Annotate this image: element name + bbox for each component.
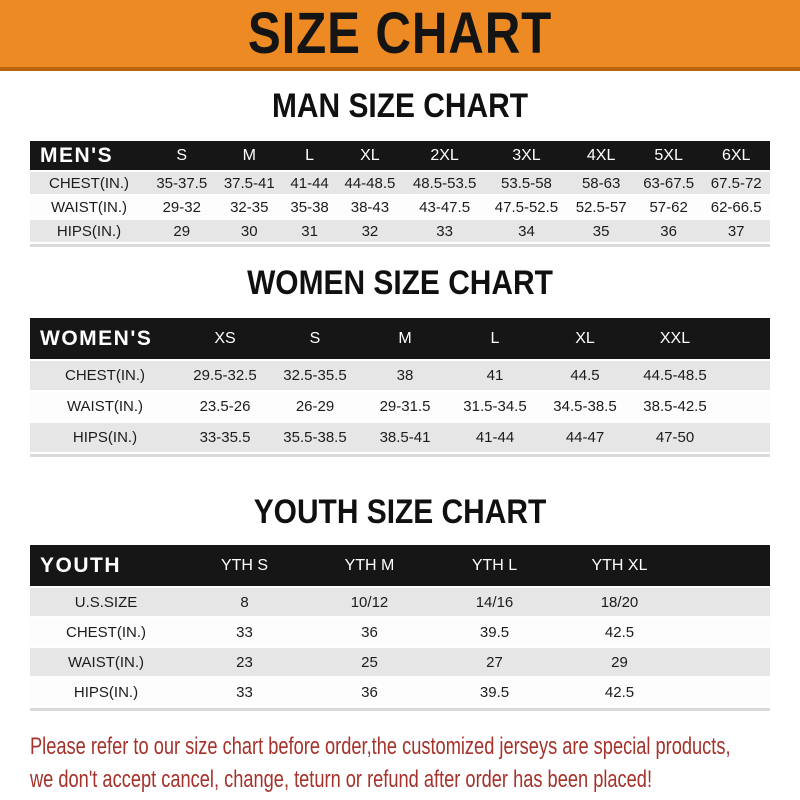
- youth-size-table: [30, 545, 770, 711]
- column-header: XS: [180, 318, 270, 361]
- size-cell: 29: [557, 648, 682, 678]
- column-header: 6XL: [702, 141, 770, 172]
- size-cell: 39.5: [432, 678, 557, 708]
- size-cell: 53.5-58: [486, 172, 568, 196]
- size-cell: 27: [432, 648, 557, 678]
- row-label: WAIST(IN.): [30, 392, 180, 423]
- size-cell: 29.5-32.5: [180, 361, 270, 392]
- size-cell: 41-44: [283, 172, 336, 196]
- table-row: [30, 196, 770, 220]
- column-header: L: [450, 318, 540, 361]
- size-cell: 41-44: [450, 423, 540, 454]
- header-row: [30, 318, 770, 361]
- size-cell: 29: [148, 220, 216, 244]
- row-label: HIPS(IN.): [30, 678, 182, 708]
- size-cell: 31.5-34.5: [450, 392, 540, 423]
- table-corner-label: MEN'S: [30, 141, 148, 172]
- size-cell: 29-32: [148, 196, 216, 220]
- table-row: [30, 618, 770, 648]
- column-header: YTH L: [432, 545, 557, 588]
- row-filler-cell: [682, 648, 770, 678]
- column-header: YTH S: [182, 545, 307, 588]
- column-header: M: [216, 141, 284, 172]
- table-row: [30, 678, 770, 708]
- column-header: M: [360, 318, 450, 361]
- header-filler-cell: [682, 545, 770, 588]
- column-header: XL: [540, 318, 630, 361]
- size-cell: 23.5-26: [180, 392, 270, 423]
- table-row: [30, 361, 770, 392]
- row-label: CHEST(IN.): [30, 172, 148, 196]
- size-cell: 38.5-42.5: [630, 392, 720, 423]
- women-size-chart-section: [0, 265, 800, 457]
- column-header: 3XL: [486, 141, 568, 172]
- size-cell: 37.5-41: [216, 172, 284, 196]
- size-cell: 36: [307, 678, 432, 708]
- size-cell: 33-35.5: [180, 423, 270, 454]
- size-cell: 47-50: [630, 423, 720, 454]
- size-cell: 35-38: [283, 196, 336, 220]
- size-cell: 58-63: [567, 172, 635, 196]
- banner-title: SIZE CHART: [247, 1, 553, 66]
- row-label: U.S.SIZE: [30, 588, 182, 618]
- order-policy-note: [30, 730, 731, 796]
- size-cell: 10/12: [307, 588, 432, 618]
- size-cell: 35: [567, 220, 635, 244]
- women-section-heading: WOMEN SIZE CHART: [247, 264, 553, 302]
- size-cell: 35.5-38.5: [270, 423, 360, 454]
- size-cell: 44-47: [540, 423, 630, 454]
- women-size-table: [30, 318, 770, 457]
- size-cell: 8: [182, 588, 307, 618]
- column-header: YTH XL: [557, 545, 682, 588]
- size-cell: 52.5-57: [567, 196, 635, 220]
- size-cell: 42.5: [557, 618, 682, 648]
- row-filler-cell: [682, 588, 770, 618]
- row-label: HIPS(IN.): [30, 220, 148, 244]
- column-header: S: [270, 318, 360, 361]
- row-label: CHEST(IN.): [30, 361, 180, 392]
- size-cell: 44.5-48.5: [630, 361, 720, 392]
- size-cell: 48.5-53.5: [404, 172, 486, 196]
- column-header: L: [283, 141, 336, 172]
- row-filler-cell: [720, 423, 770, 454]
- size-cell: 63-67.5: [635, 172, 703, 196]
- size-cell: 32: [336, 220, 404, 244]
- size-cell: 36: [307, 618, 432, 648]
- size-cell: 31: [283, 220, 336, 244]
- row-filler-cell: [720, 392, 770, 423]
- size-cell: 39.5: [432, 618, 557, 648]
- size-cell: 34.5-38.5: [540, 392, 630, 423]
- size-cell: 57-62: [635, 196, 703, 220]
- man-size-chart-section: [0, 88, 800, 247]
- size-cell: 18/20: [557, 588, 682, 618]
- row-filler-cell: [682, 618, 770, 648]
- size-cell: 62-66.5: [702, 196, 770, 220]
- size-cell: 47.5-52.5: [486, 196, 568, 220]
- size-cell: 37: [702, 220, 770, 244]
- table-corner-label: WOMEN'S: [30, 318, 180, 361]
- column-header: XXL: [630, 318, 720, 361]
- row-label: WAIST(IN.): [30, 196, 148, 220]
- size-chart-banner: [0, 0, 800, 71]
- size-cell: 33: [182, 678, 307, 708]
- table-row: [30, 648, 770, 678]
- men-size-table: [30, 141, 770, 247]
- column-header: XL: [336, 141, 404, 172]
- size-cell: 26-29: [270, 392, 360, 423]
- size-cell: 42.5: [557, 678, 682, 708]
- header-filler-cell: [720, 318, 770, 361]
- size-cell: 30: [216, 220, 284, 244]
- column-header: S: [148, 141, 216, 172]
- row-filler-cell: [720, 361, 770, 392]
- table-row: [30, 588, 770, 618]
- order-policy-line-1: Please refer to our size chart before order,the customized jerseys are special products,: [30, 733, 731, 760]
- header-row: [30, 141, 770, 172]
- column-header: 5XL: [635, 141, 703, 172]
- size-cell: 38.5-41: [360, 423, 450, 454]
- column-header: YTH M: [307, 545, 432, 588]
- order-policy-line-2: we don't accept cancel, change, teturn or refund after order has been placed!: [30, 766, 653, 793]
- size-cell: 36: [635, 220, 703, 244]
- table-row: [30, 423, 770, 454]
- size-cell: 33: [182, 618, 307, 648]
- row-filler-cell: [682, 678, 770, 708]
- table-row: [30, 392, 770, 423]
- table-corner-label: YOUTH: [30, 545, 182, 588]
- column-header: 4XL: [567, 141, 635, 172]
- size-cell: 34: [486, 220, 568, 244]
- size-cell: 29-31.5: [360, 392, 450, 423]
- size-cell: 14/16: [432, 588, 557, 618]
- size-cell: 32.5-35.5: [270, 361, 360, 392]
- size-cell: 44-48.5: [336, 172, 404, 196]
- table-row: [30, 172, 770, 196]
- size-cell: 35-37.5: [148, 172, 216, 196]
- column-header: 2XL: [404, 141, 486, 172]
- row-label: WAIST(IN.): [30, 648, 182, 678]
- row-label: CHEST(IN.): [30, 618, 182, 648]
- youth-size-chart-section: [0, 494, 800, 711]
- size-cell: 38-43: [336, 196, 404, 220]
- size-cell: 44.5: [540, 361, 630, 392]
- size-cell: 23: [182, 648, 307, 678]
- row-label: HIPS(IN.): [30, 423, 180, 454]
- table-row: [30, 220, 770, 244]
- youth-section-heading: YOUTH SIZE CHART: [253, 493, 547, 531]
- size-cell: 33: [404, 220, 486, 244]
- size-cell: 25: [307, 648, 432, 678]
- size-cell: 38: [360, 361, 450, 392]
- size-cell: 41: [450, 361, 540, 392]
- size-cell: 32-35: [216, 196, 284, 220]
- size-cell: 67.5-72: [702, 172, 770, 196]
- size-cell: 43-47.5: [404, 196, 486, 220]
- header-row: [30, 545, 770, 588]
- man-section-heading: MAN SIZE CHART: [272, 87, 528, 125]
